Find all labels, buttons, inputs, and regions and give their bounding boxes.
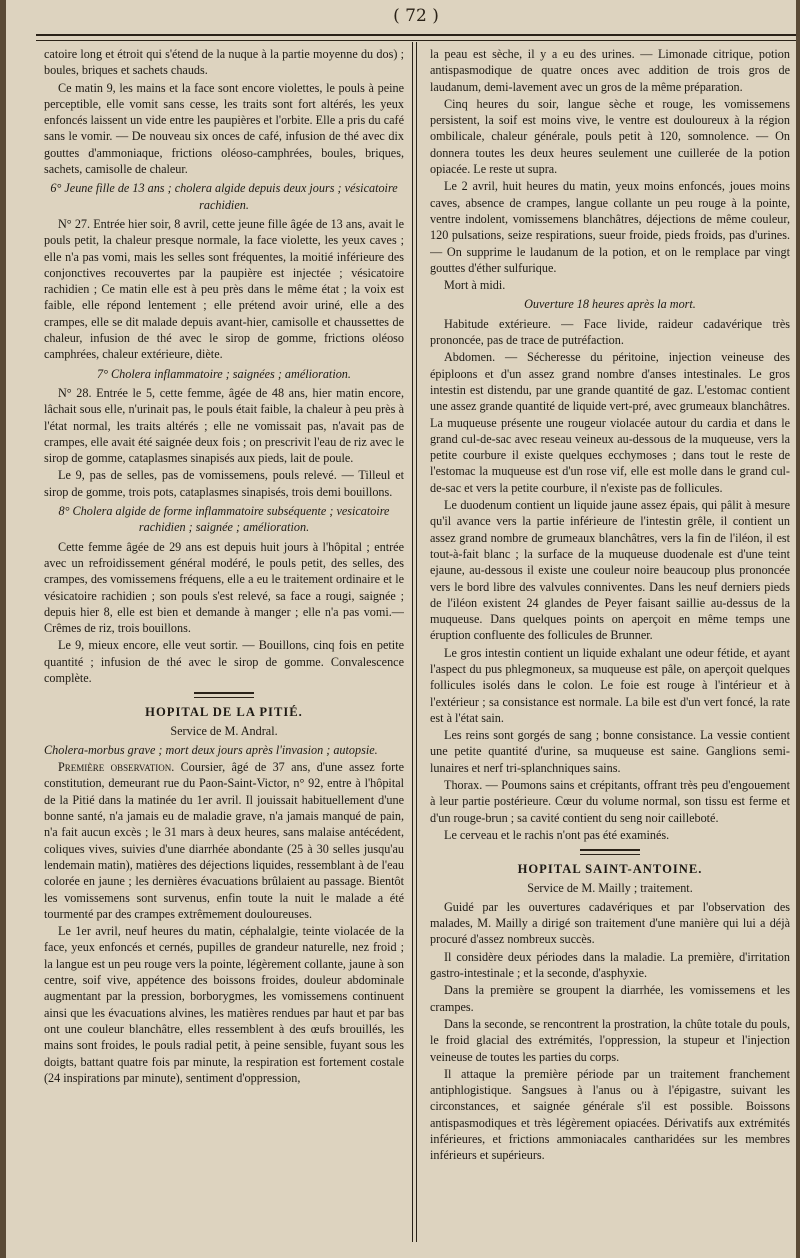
hospital-heading: HOPITAL SAINT-ANTOINE.	[517, 862, 703, 877]
paragraph: Cette femme âgée de 29 ans est depuis huit jours à l'hôpital ; entrée avec un refroidissement général modéré, le pouls petit, des selles, des crampes, des vomissemens fréquens, elle a eu le traitement ordinaire et le vésicatoire rachidien ; son pouls s'est relevé, sa face a rougi, saignée ; depuis hier 8, elle est bien et demande à manger ; elle n'a pas vomi.—Crêmes de riz, trois bouillons.	[44, 539, 404, 636]
right-column	[430, 46, 790, 1246]
case-heading: 7° Cholera inflammatoire ; saignées ; amélioration.	[97, 366, 351, 381]
paragraph: Habitude extérieure. — Face livide, raideur cadavérique très prononcée, pas de trace de putréfaction.	[430, 316, 790, 348]
paragraph: Le cerveau et le rachis n'ont pas été examinés.	[444, 827, 670, 842]
paragraph: Le 9, pas de selles, pas de vomissemens, pouls relevé. — Tilleul et sirop de gomme, trois pots, cataplasmes sinapisés, trois demi bouillons.	[44, 468, 404, 499]
paragraph: Le 9, mieux encore, elle veut sortir. — Bouillons, cinq fois en petite quantité ; infusion de thé avec le sirop de gomme. Convalescence complète.	[44, 638, 404, 685]
paragraph: Abdomen. — Sécheresse du péritoine, injection veineuse des épiploons et d'un assez grand nombre d'anses intestinales. Le gros intestin est distendu, par une grande quantité de gaz. L'estomac contient une assez grande quantité de liquide vert-pré, avec grumeaux blanchâtres. La muqueuse présente une rougeur violacée autour du cardia et dans le grand cul-de-sac avec reseau veineux au-dessous de la muqueuse, vers la petite courbure il existe quelques ecchymoses ; dans tout le reste de l'estomac la muqueuse est d'un rose vif, elle est molle dans le grand cul-de-sac et vers la petite courbure, il n'existe pas de follicules.	[430, 350, 790, 495]
observation-text: Coursier, âgé de 37 ans, d'une assez forte constitution, demeurant rue du Paon-Saint-Victor, n° 92, entre à l'hôpital de la Pitié dans la matinée du 1er avril. Il jouissait habituellement d'une bonne santé, n'a jamais eu de maladie grave, n'a jamais manqué de pain, n'a fait aucun excès ; le 31 mars à deux heures, sans malaise antécédent, coliques vives, suivies d'une diarrhée abondante (25 à 30 selles jusqu'au lendemain matin), matières des déjections liquides, ressemblant à de l'eau colorée en jaune ; les dernières évacuations brûlaient au passage. Bientôt les vomissemens sont survenus, enfin toute la nuit le malade a été tourmenté par des crampes extrêmement douloureuses.	[44, 760, 404, 921]
paragraph: Thorax. — Poumons sains et crépitants, offrant très peu d'engouement à leur partie postérieure. Cœur du volume normal, son tissu est ferme et d'un rouge-brun ; sa cavité contient du seng noir cailleboté.	[430, 778, 790, 825]
paragraph: Les reins sont gorgés de sang ; bonne consistance. La vessie contient une petite quantité d'urine, sa muqueuse est saine. Ganglions semi-lunaires et nerf tri-splanchniques sains.	[430, 728, 790, 775]
paragraph: N° 27. Entrée hier soir, 8 avril, cette jeune fille âgée de 13 ans, avait le pouls petit, la chaleur presque normale, la face violette, les yeux caves ; elle n'a pas vomi, mais les selles sont fréquentes, la moitié inférieure des conjonctives recouvertes par la paupière est injectée ; vésicatoire rachidien ; Ce matin elle est à peu près dans le même état ; la voix est faible, elle répond lentement ; elle prétend avoir uriné, elle a des crampes, elle se dit malade depuis avant-hier, camisolle et chaussettes de chaleur, infusion de thé avec le sirop de gomme, frictions oléoso camphrées, chaleur extérieure, diète.	[44, 216, 404, 362]
paragraph: Le duodenum contient un liquide jaune assez épais, qui pâlit à mesure qu'il avance vers la partie inférieure de l'intestin grêle, il contient un assez grand nombre de grumeaux blanchâtres, vers la fin de l'iléon, il est tout-à-fait blanc ; la surface de la muqueuse duodenale est d'une teint ejaune, au-dessous il existe une couleur noire beaucoup plus prononcée vers le bord libre des valvules conniventes. Dans les neuf derniers pieds de l'iléon existent 24 glandes de Peyer faisant saillie au-dessus de la muqueuse. Dans quelques points on aperçoit en même temps une éruption confluente des follicules de Brunner.	[430, 498, 790, 643]
paragraph: la peau est sèche, il y a eu des urines. — Limonade citrique, potion antispasmodique de quatre onces avec addition de trois gros de laudanum, demi-lavement avec un gros de la même préparation.	[430, 47, 790, 94]
paragraph: Le 2 avril, huit heures du matin, yeux moins enfoncés, joues moins caves, absence de crampes, langue collante un peu rouge à la pointe, ventre indolent, vomissemens blanchâtres, déjections de même couleur, 120 pulsations, seize respirations, sueur froide, pieds froids, pas d'urines. — On supprime le laudanum de la potion, et on le remplace par vingt gouttes d'éther sulfurique.	[430, 179, 790, 275]
paragraph: catoire long et étroit qui s'étend de la nuque à la partie moyenne du dos) ; boules, briques et sachets chauds.	[44, 47, 404, 78]
paragraph: Guidé par les ouvertures cadavériques et par l'observation des malades, M. Mailly a dirigé son traitement d'une manière qui lui a déjà procuré d'assez nombreux succès.	[430, 899, 790, 947]
service-line: Service de M. Andral.	[170, 723, 278, 738]
hospital-heading: HOPITAL DE LA PITIÉ.	[145, 705, 303, 720]
section-separator	[580, 849, 640, 855]
observation-paragraph	[44, 759, 404, 922]
left-column	[44, 46, 404, 1246]
paragraph: Mort à midi.	[444, 278, 506, 293]
case-heading: 8° Cholera algide de forme inflammatoire subséquente ; vesicatoire rachidien ; saignée ; amélioration.	[58, 504, 390, 535]
paragraph: Dans la seconde, se rencontrent la prostration, la chûte totale du pouls, le froid glacial des extrémités, l'oppression, la stupeur et l'injection veineuse de toutes les parties du corps.	[430, 1016, 790, 1064]
section-separator	[194, 692, 254, 698]
paragraph: Il considère deux périodes dans la maladie. La première, d'irritation gastro-intestinale ; et la seconde, d'asphyxie.	[430, 949, 790, 981]
paragraph: Ce matin 9, les mains et la face sont encore violettes, le pouls à peine perceptible, elle vomit sans cesse, les traits sont fort altérés, les yeux enfoncés laissent un vide entre les paupières et l'orbite. Elle a pris du café sans le vomir. — De nouveau six onces de café, infusion de thé avec dix gouttes d'ammoniaque, frictions oléoso-camphrées, boules, briques, sachets, camisolle de chaleur.	[44, 80, 404, 177]
paragraph: N° 28. Entrée le 5, cette femme, âgée de 48 ans, hier matin encore, lâchait sous elle, n'urinait pas, le pouls était faible, la chaleur à peu près à l'état normal, les traits altérés ; elle ne vomissait pas, n'avait pas de crampes, elle avait été saignée deux fois ; on prescrivit l'eau de riz avec le sirop de gomme, cataplasmes sinapisés aux pieds, lait de poule.	[44, 385, 404, 466]
column-divider	[412, 42, 413, 1242]
paragraph: Dans la première se groupent la diarrhée, les vomissemens et les crampes.	[430, 983, 790, 1014]
page-number: ( 72 )	[393, 6, 439, 26]
case-heading: 6° Jeune fille de 13 ans ; cholera algide depuis deux jours ; vésicatoire rachidien.	[50, 181, 398, 212]
newspaper-page	[6, 0, 796, 1258]
top-rule	[36, 34, 796, 41]
service-line: Service de M. Mailly ; traitement.	[527, 880, 693, 895]
column-divider	[416, 42, 417, 1242]
case-subtitle: Cholera-morbus grave ; mort deux jours après l'invasion ; autopsie.	[44, 742, 378, 757]
paragraph: Cinq heures du soir, langue sèche et rouge, les vomissemens persistent, la soif est moins vive, le ventre est douloureux à la région ombilicale, chaleur générale, pouls petit à 120, somnolence. — On donnera toutes les deux heures seulement une cuillerée de la potion opiacée. Le reste ut supra.	[430, 96, 790, 177]
observation-label: Première observation.	[58, 760, 175, 775]
paragraph: Le gros intestin contient un liquide exhalant une odeur fétide, et ayant l'aspect du pus phlegmoneux, sa muqueuse est pâle, on aperçoit quelques follicules isolés dans le colon. Le foie est rouge à l'intérieur et à l'extérieur ; sa consistance est normale. La bile est d'un vert foncé, la rate est à l'état sain.	[430, 645, 790, 725]
paragraph: Le 1er avril, neuf heures du matin, céphalalgie, teinte violacée de la face, yeux enfoncés et cernés, pupilles de grandeur naturelle, nez froid ; la langue est un peu rouge vers la pointe, légèrement collante, jaune à son centre, soif vive, appétence des boissons froides, douleur abdominale augmentant par la pression, borborygmes, les vomissemens continuent ainsi que les évacuations alvines, les matières rendues par haut et par bas ont une couleur blanchâtre, elles ressemblent à des œufs brouillés, les mains sont froides, le pouls radial petit, à peine sensible, fuyant sous les doigts, battant quatre fois par minute, la respiration est fortement costale (24 inspirations par minute), sentiment d'oppression,	[44, 924, 404, 1085]
paragraph: Il attaque la première période par un traitement franchement antiphlogistique. Sangsues à l'anus ou à l'épigastre, suivant les circonstances, et saignée générale s'il est possible. Boissons antispasmodiques et très légèrement opiacées. Dérivatifs aux extrémités inférieures, et frictions ammoniacales cantharidées sur les membres inférieurs et supérieurs.	[430, 1066, 790, 1163]
autopsy-heading: Ouverture 18 heures après la mort.	[524, 297, 696, 312]
